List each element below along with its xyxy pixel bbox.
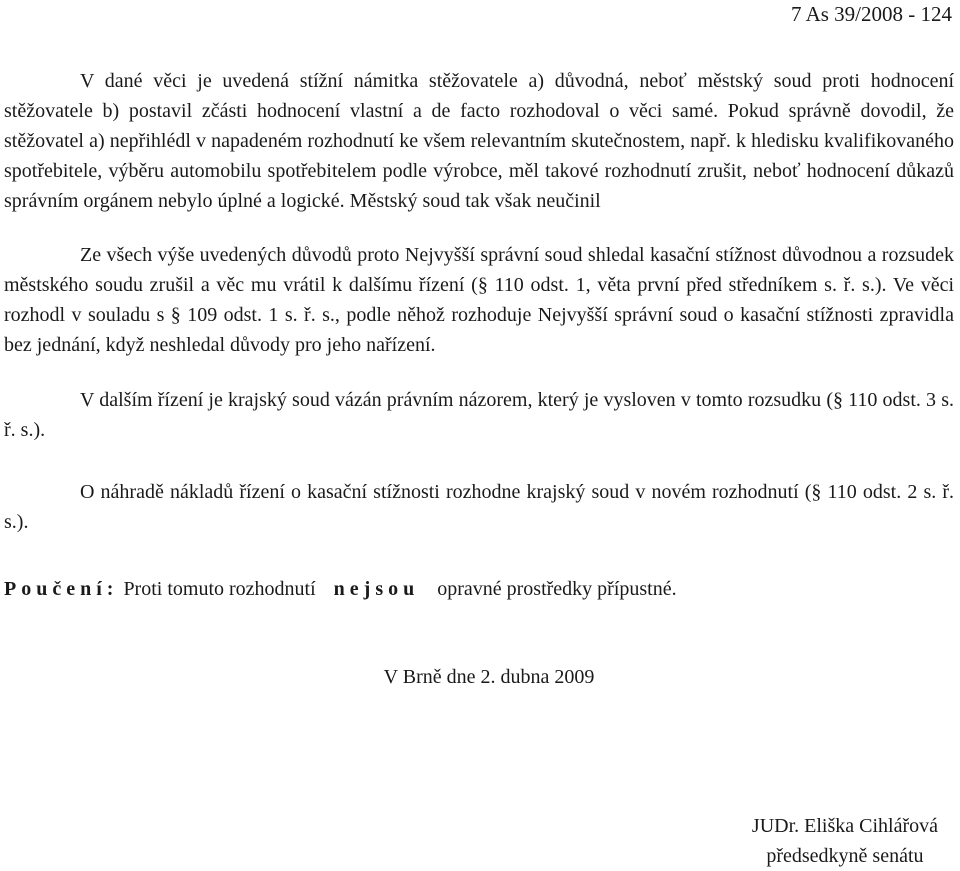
paragraph-costs: O náhradě nákladů řízení o kasační stížnosti rozhodne krajský soud v novém rozhodnutí (§ 110 odst. 2 s. ř. s.).	[4, 481, 954, 533]
case-number: 7 As 39/2008 - 124	[790, 2, 952, 26]
signer-title: předsedkyně senátu	[766, 845, 924, 867]
notice-emphasis: nejsou	[333, 578, 420, 600]
paragraph-binding-opinion: V dalším řízení je krajský soud vázán právním názorem, který je vysloven v tomto rozsudku (§ 110 odst. 3 s. ř. s.).	[4, 389, 954, 441]
date-line: V Brně dne 2. dubna 2009	[383, 666, 595, 688]
signer-name: JUDr. Eliška Cihlářová	[751, 815, 938, 837]
paragraph-decision: Ze všech výše uvedených důvodů proto Nejvyšší správní soud shledal kasační stížnost důvodnou a rozsudek městského soudu zrušil a věc mu vrátil k dalšímu řízení (§ 110 odst. 1, věta první před středníkem s. ř. s.). Ve věci rozhodl v souladu s § 109 odst. 1 s. ř. s., podle něhož rozhoduje Nejvyšší správní soud o kasační stížnosti zpravidla bez jednání, když neshledal důvody pro jeho nařízení.	[4, 244, 954, 356]
paragraph-complaint: V dané věci je uvedená stížní námitka stěžovatele a) důvodná, neboť městský soud proti hodnocení stěžovatele b) postavil zčásti hodnocení vlastní a de facto rozhodoval o věci samé. Pokud správně dovodil, že stěžovatel a) nepřihlédl v napadeném rozhodnutí ke všem relevantním skutečnostem, např. k hledisku kvalifikovaného spotřebitele, výběru automobilu spotřebitelem podle výrobce, měl takové rozhodnutí zrušit, neboť hodnocení důkazů správním orgánem nebylo úplné a logické. Městský soud tak však neučinil	[4, 70, 954, 212]
legal-notice	[4, 574, 954, 604]
notice-label: Poučení:	[4, 578, 119, 600]
document-body	[4, 66, 954, 692]
signature-block	[752, 811, 938, 871]
notice-text-after: opravné prostředky přípustné.	[437, 578, 677, 600]
notice-text-before: Proti tomuto rozhodnutí	[123, 578, 316, 600]
